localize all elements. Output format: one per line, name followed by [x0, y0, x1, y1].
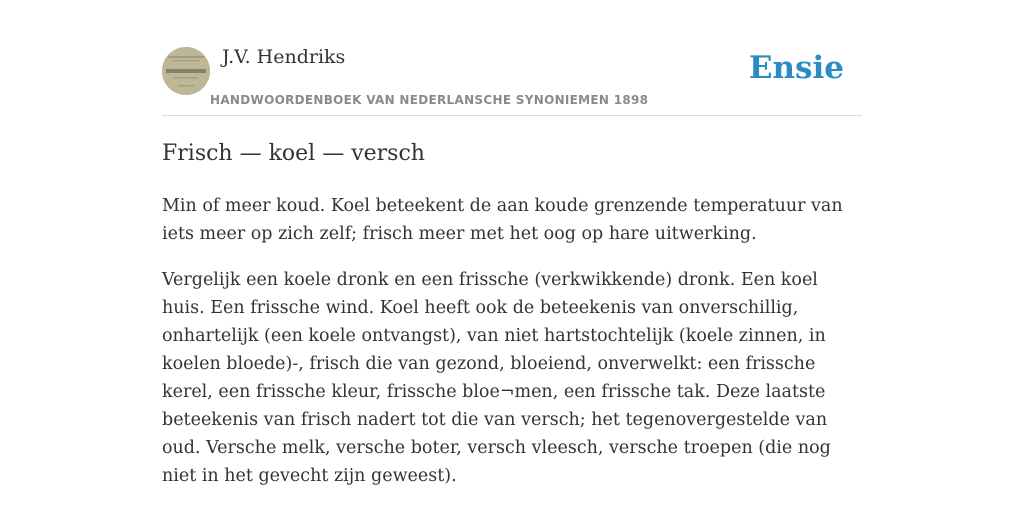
avatar[interactable] — [162, 47, 210, 95]
header — [162, 46, 862, 116]
author-name[interactable]: J.V. Hendriks — [222, 46, 346, 68]
entry-paragraph-2: Vergelijk een koele dronk en een frissche (verkwikkende) dronk. Een koel huis. Een frissche wind. Koel heeft ook de beteekenis van onverschillig, onhartelijk (een koele ontvangst), van niet hartstochtelijk (koele zinnen, in koelen bloede)-, frisch die van gezond, bloeiend, onverwelkt: een frissche kerel, een frissche kleur, frissche bloe¬men, een frissche tak. Deze laatste beteekenis van frisch nadert tot die van versch; het tegenovergestelde van oud. Versche melk, versche boter, versch vleesch, versche troepen (die nog niet in het gevecht zijn geweest). — [162, 270, 831, 486]
brand-logo[interactable]: Ensie — [748, 50, 844, 86]
entry-title: Frisch — koel — versch — [162, 141, 425, 166]
source-title[interactable]: HANDWOORDENBOEK VAN NEDERLANSCHE SYNONIEMEN 1898 — [210, 93, 649, 107]
book-cover-icon — [162, 47, 210, 95]
entry-paragraph-1: Min of meer koud. Koel beteekent de aan koude grenzende temperatuur van iets meer op zich zelf; frisch meer met het oog op hare uitwerking. — [162, 196, 843, 244]
entry-content — [162, 138, 862, 508]
